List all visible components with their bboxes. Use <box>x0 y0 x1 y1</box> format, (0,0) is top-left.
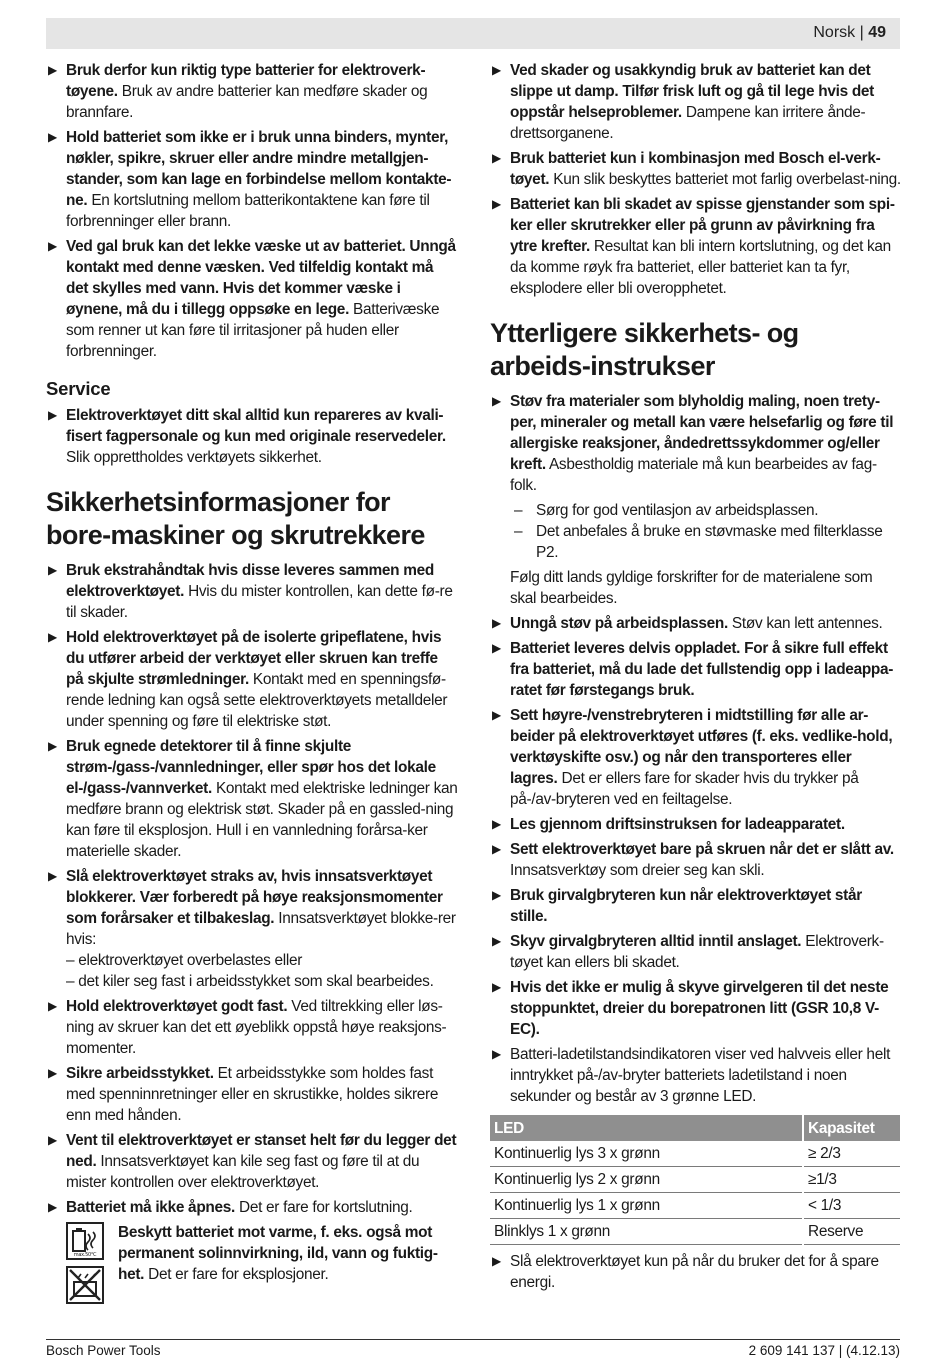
item-text: Bruk av andre batterier kan medføre skader og brannfare. <box>66 83 428 121</box>
item-bold-text: Les gjennom driftsinstruksen for ladeapparatet. <box>510 816 845 833</box>
item-text: Kontakt med en spenningsfø-rende ledning kan også sette elektroverktøyets metalldeler under spenning og føre til elektriske støt. <box>66 671 448 730</box>
header-separator: | <box>859 24 864 41</box>
service-heading: Service <box>46 378 111 399</box>
led-status-table <box>490 1115 900 1245</box>
bullet-arrow-icon: ▶ <box>48 408 57 422</box>
energy-saving-text: Slå elektroverktøyet kun på når du bruker det for å spare energi. <box>510 1253 879 1291</box>
item-bold-text: Elektroverktøyet ditt skal alltid kun repareres av kvali-fisert fagpersonale og kun med originale reservedeler. <box>66 407 446 445</box>
list-item <box>490 977 902 1040</box>
led-cell: Blinklys 1 x grønn <box>490 1219 803 1245</box>
dust-sub-text: Sørg for god ventilasjon av arbeidsplassen. <box>536 502 819 519</box>
item-text: Det er ellers fare for skader hvis du trykker på på-/av-bryteren ved en feiltagelse. <box>510 770 859 808</box>
list-item <box>490 839 902 881</box>
list-item <box>46 996 458 1059</box>
capacity-cell: < 1/3 <box>803 1193 900 1219</box>
item-text: Dampene kan irritere ånde-drettsorganene. <box>510 104 866 142</box>
bullet-arrow-icon: ▶ <box>492 980 501 994</box>
item-text: Batteri-ladetilstandsindikatoren viser ved halvveis eller helt inntrykket på-/av-bryter batteriets ladetilstand i noen sekunder og består av 3 grønne LED. <box>510 1046 891 1105</box>
list-item <box>490 814 902 835</box>
dash-marker: – <box>514 523 523 540</box>
item-text: Innsatsverktøy som dreier seg kan skli. <box>510 862 765 879</box>
dust-sub-item <box>510 521 902 563</box>
list-item <box>490 60 902 144</box>
item-bold-text: Sett elektroverktøyet bare på skruen når det er slått av. <box>510 841 894 858</box>
energy-saving-item <box>490 1251 902 1293</box>
list-item <box>490 613 902 634</box>
list-item <box>46 560 458 623</box>
bullet-arrow-icon: ▶ <box>48 63 57 77</box>
page-header <box>46 18 900 49</box>
item-bold-text: Bruk derfor kun riktig type batterier for elektroverk-tøyene. <box>66 62 426 100</box>
bullet-arrow-icon: ▶ <box>48 563 57 577</box>
bullet-arrow-icon: ▶ <box>492 197 501 211</box>
dust-warning-bold: Støv fra materialer som blyholdig maling, noen trety-per, mineraler og metall kan være helsefarlig og føre til allergiske reaksjoner, åndedrettssykdommer og/eller kreft. <box>510 393 894 473</box>
bullet-arrow-icon: ▶ <box>492 1254 501 1268</box>
bullet-arrow-icon: ▶ <box>492 151 501 165</box>
table-row <box>490 1167 900 1193</box>
blocking-condition-1: – elektroverktøyet overbelastes eller <box>66 952 303 969</box>
no-water-icon <box>66 1266 104 1304</box>
table-row <box>490 1193 900 1219</box>
item-bold-text: Unngå støv på arbeidsplassen. <box>510 615 728 632</box>
item-text: Kun slik beskyttes batteriet mot farlig overbelast-ning. <box>549 171 901 188</box>
list-item <box>46 736 458 862</box>
drill-safety-list-2 <box>46 996 458 1218</box>
item-text: Kontakt med elektriske ledninger kan medføre brann og elektrisk støt. Skader på en gassled-ning kan føre til eksplosjon. Hull i en vannledning forårsa-ker materielle skader. <box>66 780 458 860</box>
bullet-arrow-icon: ▶ <box>492 934 501 948</box>
item-text: Ved tiltrekking eller løs-ning av skruer kan det ett øyeblikk oppstå høye reaksjons-momenter. <box>66 998 447 1057</box>
item-text: Resultat kan bli intern kortslutning, og det kan da komme røyk fra batteriet, eller batteriet kan ta fyr, eksplodere eller bli overopphetet. <box>510 238 891 297</box>
max-temp-label: max.50°C <box>73 1252 97 1258</box>
item-text: Innsatsverktøyet kan kile seg fast og føre til at du mister kontrollen over elektroverktøyet. <box>66 1153 420 1191</box>
item-bold-text: Batteriet må ikke åpnes. <box>66 1199 236 1216</box>
capacity-column-header: Kapasitet <box>803 1115 900 1141</box>
item-text: En kortslutning mellom batterikontaktene kan føre til forbrenninger eller brann. <box>66 192 430 230</box>
dust-sub-text: Det anbefales å bruke en støvmaske med filterklasse P2. <box>536 523 883 561</box>
right-items-list <box>490 613 902 1107</box>
item-text: Innsatsverktøyet blokke-rer hvis: <box>66 910 456 948</box>
warning-icons <box>66 1222 118 1310</box>
item-bold-text: Bruk ekstrahåndtak hvis disse leveres sammen med elektroverktøyet. <box>66 562 434 600</box>
additional-instructions-heading: Ytterligere sikkerhets- og arbeids-instrukser <box>490 318 799 381</box>
page-header-text <box>813 24 886 42</box>
bullet-arrow-icon: ▶ <box>492 842 501 856</box>
table-row <box>490 1141 900 1167</box>
table-row <box>490 1219 900 1245</box>
bullet-arrow-icon: ▶ <box>492 616 501 630</box>
item-bold-text: Bruk batteriet kun i kombinasjon med Bosch el-verk-tøyet. <box>510 150 881 188</box>
bullet-arrow-icon: ▶ <box>492 394 501 408</box>
list-item <box>46 127 458 232</box>
right-column <box>490 60 902 1297</box>
item-bold-text: Hold elektroverktøyet på de isolerte gripeflatene, hvis du utfører arbeid der verktøyet eller skruen kan treffe på skjulte strømledninger. <box>66 629 442 688</box>
bullet-arrow-icon: ▶ <box>48 1133 57 1147</box>
page-footer <box>46 1339 900 1358</box>
drill-safety-heading: Sikkerhetsinformasjoner for bore-maskiner og skrutrekkere <box>46 487 425 550</box>
item-bold-text: Hvis det ikke er mulig å skyve girvelgeren til det neste stoppunktet, dreier du borepatronen litt (GSR 10,8 V-EC). <box>510 979 889 1038</box>
battery-heat-icon <box>66 1222 104 1260</box>
dash-marker: – <box>514 502 523 519</box>
item-bold-text: Hold batteriet som ikke er i bruk unna binders, mynter, nøkler, spikre, skruer eller andre mindre metallgjen-stander, som kan lage en forbindelse mellom kontakte-ne. <box>66 129 452 209</box>
bullet-arrow-icon: ▶ <box>48 130 57 144</box>
list-item <box>46 627 458 732</box>
dust-note: Følg ditt lands gyldige forskrifter for de materialene som skal bearbeides. <box>510 569 873 607</box>
dust-warning-detail: Asbestholdig materiale må kun bearbeides av fag-folk. <box>510 456 877 494</box>
capacity-cell: Reserve <box>803 1219 900 1245</box>
led-table-header <box>490 1115 900 1141</box>
page-number: 49 <box>868 24 886 41</box>
capacity-cell: ≥ 2/3 <box>803 1141 900 1167</box>
item-bold-text: Bruk egnede detektorer til å finne skjulte strøm-/gass-/vannledninger, eller spør hos det lokale el-/gass-/vannverket. <box>66 738 436 797</box>
led-cell: Kontinuerlig lys 3 x grønn <box>490 1141 803 1167</box>
drill-safety-list <box>46 560 458 950</box>
capacity-cell: ≥1/3 <box>803 1167 900 1193</box>
list-item <box>490 885 902 927</box>
item-bold-text: Ved skader og usakkyndig bruk av batteriet kan det slippe ut damp. Tilfør frisk luft og gå til lege hvis det oppstår helseproblemer. <box>510 62 875 121</box>
item-bold-text: Hold elektroverktøyet godt fast. <box>66 998 288 1015</box>
list-item <box>490 1044 902 1107</box>
list-item <box>490 638 902 701</box>
led-column-header: LED <box>490 1115 803 1141</box>
bullet-arrow-icon: ▶ <box>48 739 57 753</box>
bullet-arrow-icon: ▶ <box>48 869 57 883</box>
item-text: Et arbeidsstykke som holdes fast med spenninnretninger eller en skrustikke, holdes sikrere enn med hånden. <box>66 1065 439 1124</box>
bullet-arrow-icon: ▶ <box>492 888 501 902</box>
dust-warning-item <box>490 391 902 609</box>
item-bold-text: Skyv girvalgbryteren alltid inntil anslaget. <box>510 933 802 950</box>
list-item <box>490 705 902 810</box>
list-item <box>490 148 902 190</box>
bullet-arrow-icon: ▶ <box>492 641 501 655</box>
blocking-condition-2: – det kiler seg fast i arbeidsstykket som skal bearbeides. <box>66 973 434 990</box>
footer-doc-number: 2 609 141 137 | (4.12.13) <box>748 1343 900 1358</box>
bullet-arrow-icon: ▶ <box>48 239 57 253</box>
left-intro-list <box>46 60 458 362</box>
bullet-arrow-icon: ▶ <box>48 1066 57 1080</box>
right-intro-list <box>490 60 902 299</box>
list-item <box>46 1197 458 1218</box>
led-cell: Kontinuerlig lys 2 x grønn <box>490 1167 803 1193</box>
header-language: Norsk <box>813 24 856 41</box>
item-text: Slik opprettholdes verktøyets sikkerhet. <box>66 449 322 466</box>
item-text: Batterivæske som renner ut kan føre til irritasjoner på huden eller forbrenninger. <box>66 301 440 360</box>
bullet-arrow-icon: ▶ <box>48 999 57 1013</box>
dust-sub-item <box>510 500 902 521</box>
item-text: Det er fare for kortslutning. <box>235 1199 413 1216</box>
item-bold-text: Batteriet kan bli skadet av spisse gjenstander som spi-ker eller skrutrekker eller på grunn av påvirkning fra ytre krefter. <box>510 196 895 255</box>
led-cell: Kontinuerlig lys 1 x grønn <box>490 1193 803 1219</box>
item-text: Elektroverk-tøyet kan ellers bli skadet. <box>510 933 884 971</box>
heat-warning-bold: Beskytt batteriet mot varme, f. eks. også mot permanent solinnvirkning, ild, vann og fuktig-het. <box>118 1224 438 1283</box>
list-item <box>46 1063 458 1126</box>
bullet-arrow-icon: ▶ <box>492 63 501 77</box>
bullet-arrow-icon: ▶ <box>492 708 501 722</box>
item-bold-text: Bruk girvalgbryteren kun når elektroverktøyet står stille. <box>510 887 862 925</box>
bullet-arrow-icon: ▶ <box>48 1200 57 1214</box>
list-item <box>46 405 458 468</box>
heat-warning <box>46 1222 458 1310</box>
bullet-arrow-icon: ▶ <box>492 817 501 831</box>
list-item <box>490 931 902 973</box>
item-text: Hvis du mister kontrollen, kan dette fø-re til skader. <box>66 583 453 621</box>
item-bold-text: Sett høyre-/venstrebryteren i midtstilling før alle ar-beider på elektroverktøyet utføres (f. eks. vedlike-hold, verktøyskifte osv.) og når den transporteres eller lagres. <box>510 707 893 787</box>
item-bold-text: Batteriet leveres delvis oppladet. For å sikre full effekt fra batteriet, må du lade det fullstendig opp i ladeappa-ratet før førstegangs bruk. <box>510 640 894 699</box>
list-item <box>46 866 458 950</box>
item-text: Støv kan lett antennes. <box>727 615 883 632</box>
footer-brand: Bosch Power Tools <box>46 1343 161 1358</box>
item-bold-text: Slå elektroverktøyet straks av, hvis innsatsverktøyet blokkerer. Vær forberedt på høye reaksjonsmomenter som forårsaker et tilbakeslag. <box>66 868 443 927</box>
list-item <box>46 60 458 123</box>
item-bold-text: Vent til elektroverktøyet er stanset helt før du legger det ned. <box>66 1132 457 1170</box>
bullet-arrow-icon: ▶ <box>48 630 57 644</box>
blocking-conditions <box>46 950 458 992</box>
list-item <box>46 1130 458 1193</box>
left-column <box>46 60 458 1310</box>
heat-warning-detail: Det er fare for eksplosjoner. <box>144 1266 329 1283</box>
item-bold-text: Ved gal bruk kan det lekke væske ut av batteriet. Unngå kontakt med denne væsken. Ved tilfeldig kontakt må det skylles med vann. Hvis det kommer væske i øynene, må du i tillegg oppsøke en lege. <box>66 238 456 318</box>
item-bold-text: Sikre arbeidsstykket. <box>66 1065 214 1082</box>
list-item <box>490 194 902 299</box>
service-list <box>46 405 458 468</box>
list-item <box>46 236 458 362</box>
bullet-arrow-icon: ▶ <box>492 1047 501 1061</box>
heat-warning-text <box>118 1222 458 1310</box>
